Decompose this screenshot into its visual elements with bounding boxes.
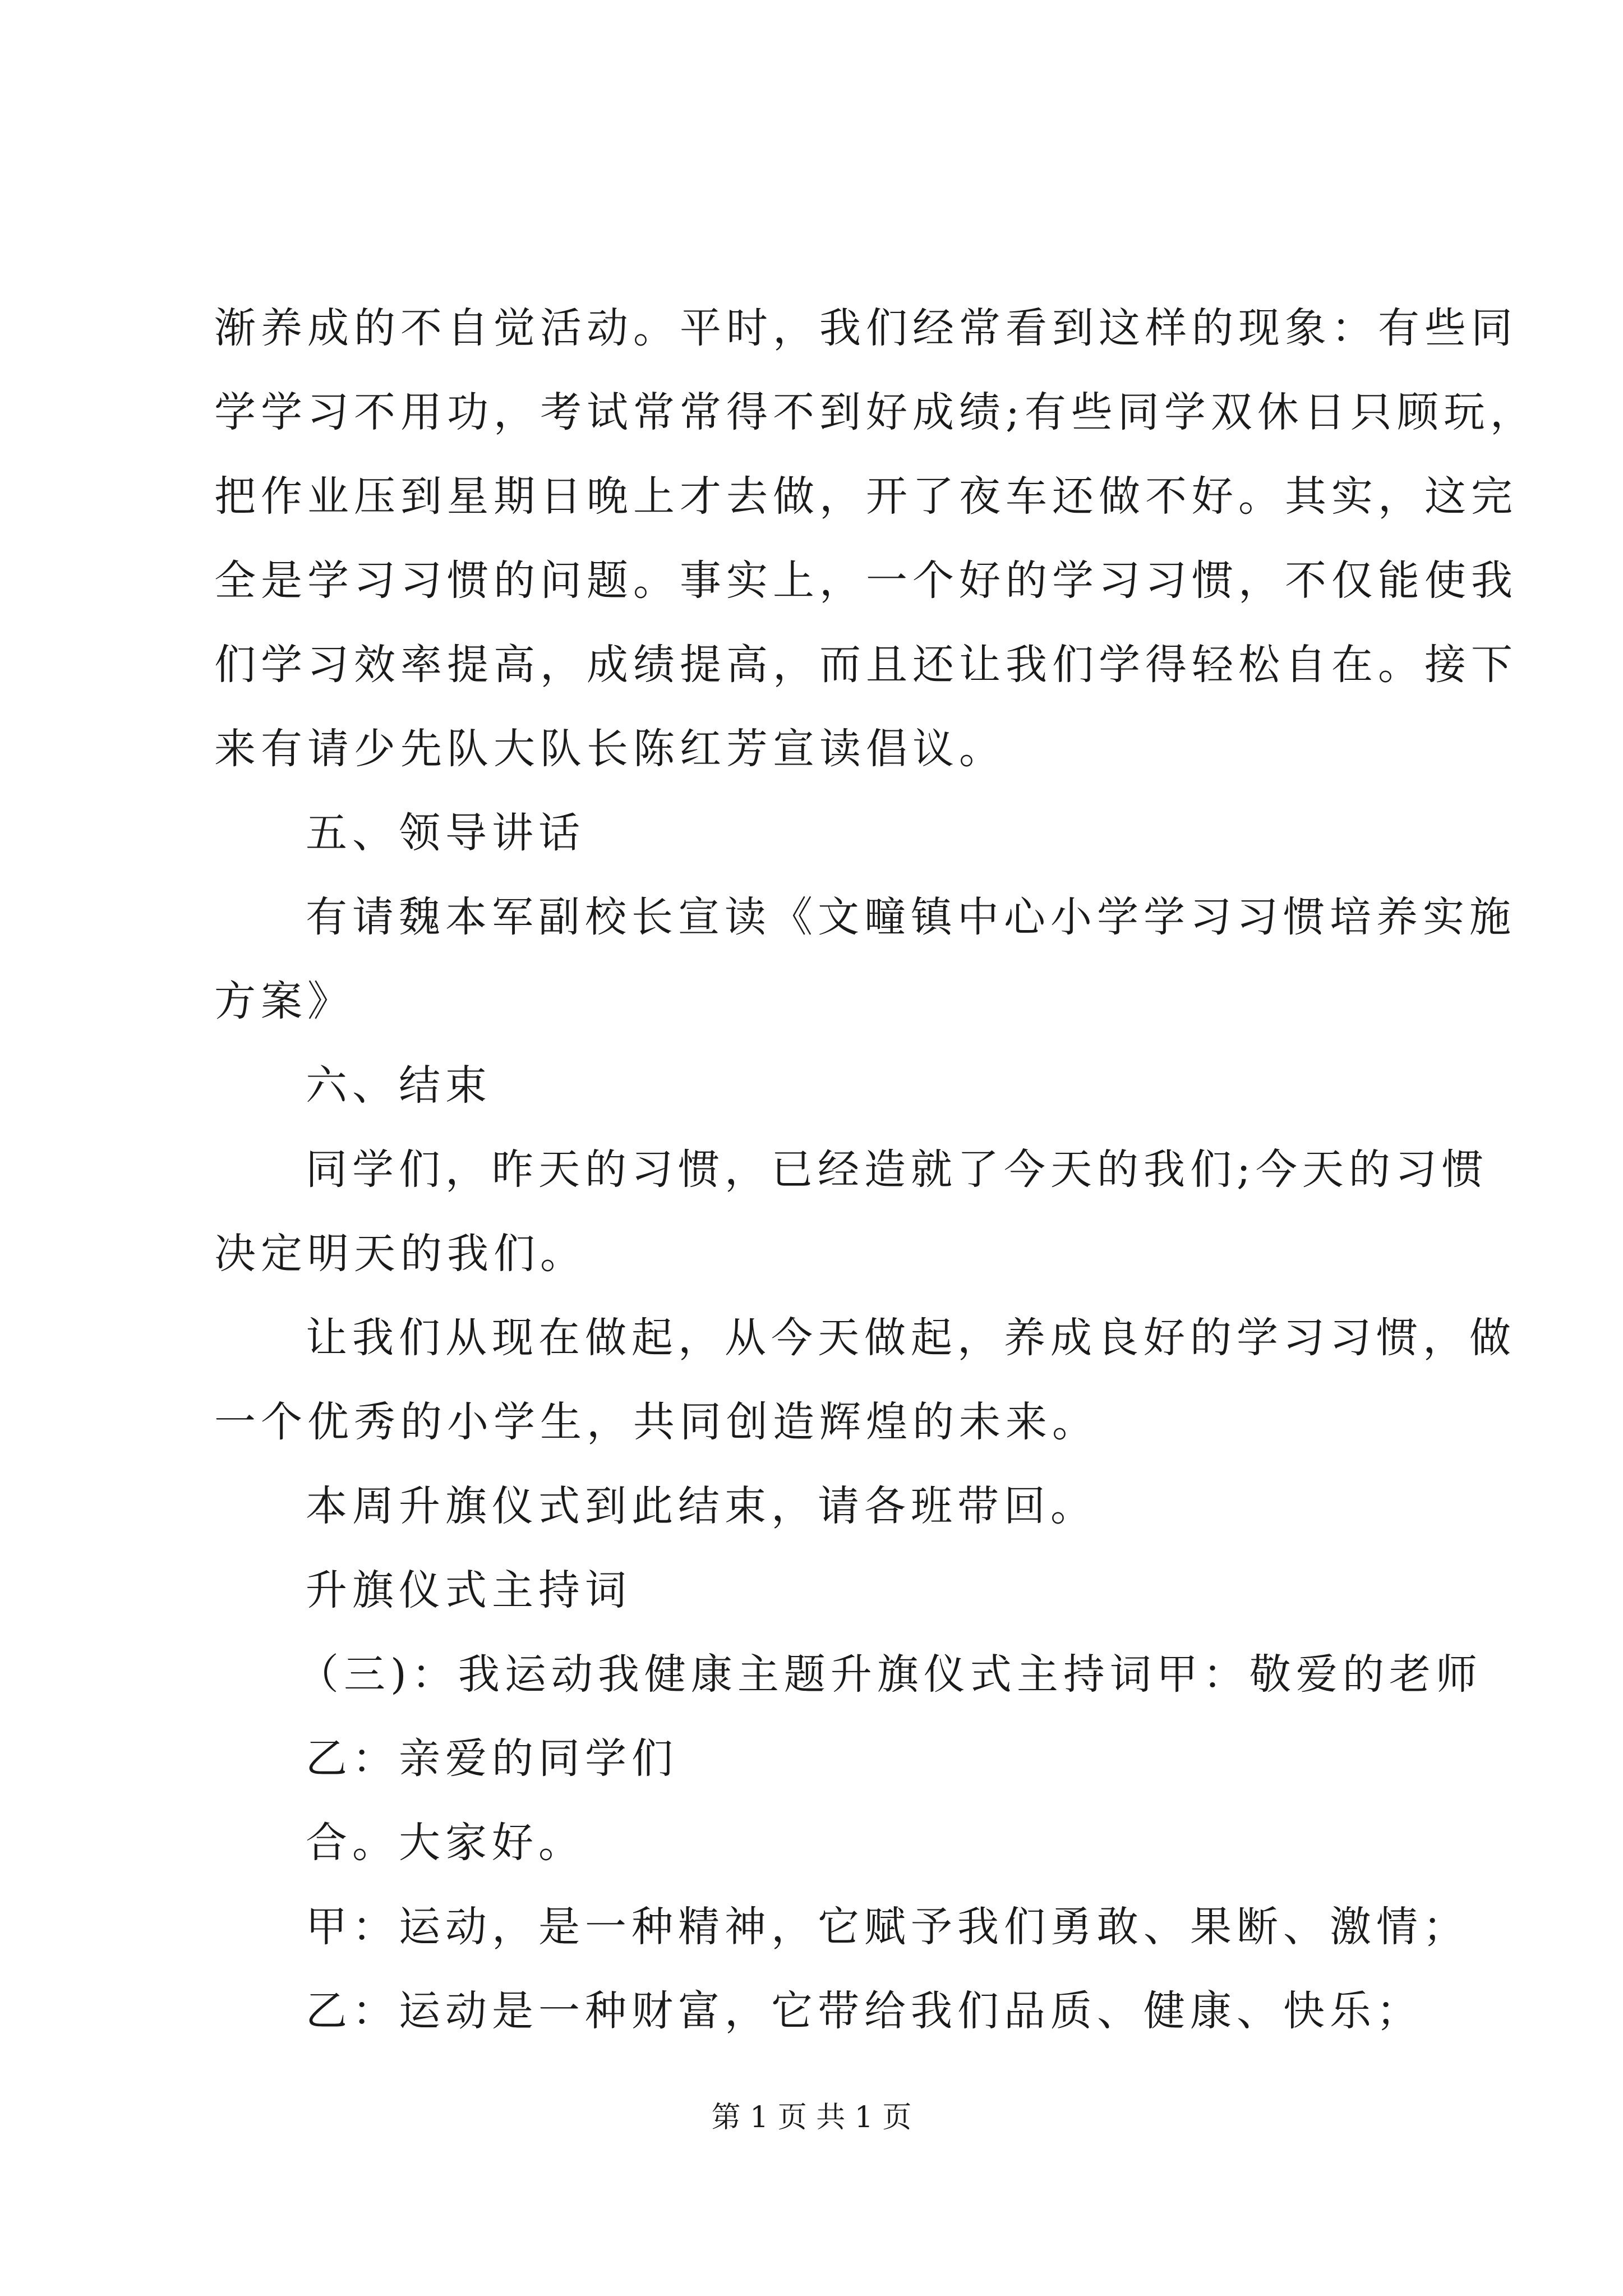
- body-line-11: 让我们从现在做起，从今天做起，养成良好的学习习惯，做: [306, 1314, 1516, 1362]
- body-line-14: （三)：我运动我健康主题升旗仪式主持词甲：敬爱的老师: [297, 1650, 1482, 1699]
- body-line-4: 全是学习习惯的问题。事实上，一个好的学习习惯，不仅能使我: [214, 556, 1518, 605]
- body-line-8: 方案》: [214, 977, 354, 1025]
- body-line-3: 把作业压到星期日晚上才去做，开了夜车还做不好。其实，这完: [214, 472, 1518, 521]
- page-footer: 第 1 页 共 1 页: [711, 2101, 912, 2134]
- body-line-5: 们学习效率提高，成绩提高，而且还让我们学得轻松自在。接下: [214, 641, 1518, 689]
- body-line-10: 决定明天的我们。: [214, 1230, 587, 1278]
- section-heading-6: 六、结束: [306, 1061, 492, 1110]
- body-line-9: 同学们，昨天的习惯，已经造就了今天的我们;今天的习惯: [306, 1145, 1488, 1194]
- body-line-12: 一个优秀的小学生，共同创造辉煌的未来。: [214, 1398, 1099, 1446]
- section-heading-5: 五、领导讲话: [306, 809, 585, 857]
- body-line-7: 有请魏本军副校长宣读《文疃镇中心小学学习习惯培养实施: [306, 893, 1516, 941]
- body-line-13: 本周升旗仪式到此结束，请各班带回。: [306, 1482, 1097, 1530]
- body-line-15: 乙：亲爱的同学们: [306, 1734, 678, 1783]
- body-line-16: 合。大家好。: [306, 1819, 585, 1867]
- body-line-17: 甲：运动，是一种精神，它赋予我们勇敢、果断、激情；: [306, 1903, 1469, 1951]
- body-line-6: 来有请少先队大队长陈红芳宣读倡议。: [214, 725, 1006, 773]
- body-line-1: 渐养成的不自觉活动。平时，我们经常看到这样的现象：有些同: [214, 304, 1518, 352]
- body-line-18: 乙：运动是一种财富，它带给我们品质、健康、快乐；: [306, 1987, 1423, 2035]
- body-line-2: 学学习不用功，考试常常得不到好成绩;有些同学双休日只顾玩，: [214, 388, 1537, 436]
- subtitle-line: 升旗仪式主持词: [306, 1566, 631, 1614]
